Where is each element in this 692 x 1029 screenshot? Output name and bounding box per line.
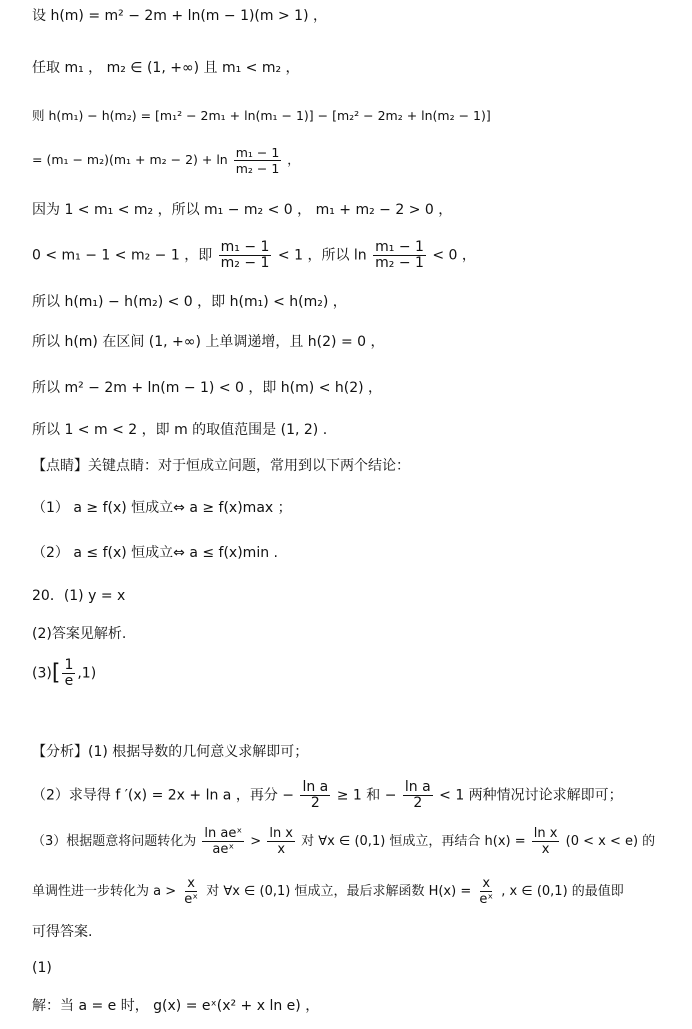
line-conclusion-2: （2） a ≤ f(x) 恒成立⇔ a ≤ f(x)min . xyxy=(32,545,278,561)
line-analysis-4: 单调性进一步转化为 a > $\frac{x}{\text{eˣ}}$ 对 ∀x ∈ (0,1) 恒成立，最后求解函数 H(x) = $\frac{x}{\text{eˣ}}$ , x ∈ (0,1) 的最值即 xyxy=(32,876,624,907)
line-q20-3: (3)[ $\frac{1}{e}$ ,1) xyxy=(32,657,97,689)
fraction-x-ex: $\frac{x}{\text{eˣ}}$ xyxy=(184,876,199,907)
line-so4: 所以 1 < m < 2 ，即 m 的取值范围是 (1, 2) . xyxy=(32,422,328,438)
fraction-one-over-e: $\frac{1}{e}$ xyxy=(64,657,74,689)
line-q20-2: (2)答案见解析. xyxy=(32,626,127,642)
line-so3: 所以 m² − 2m + ln(m − 1) < 0 ，即 h(m) < h(2) ， xyxy=(32,380,383,396)
fraction-lnx-x-2: $\frac{\text{ln x}}{x}$ xyxy=(533,826,558,857)
line-so2: 所以 h(m) 在区间 (1, +∞) 上单调递增，且 h(2) = 0 ， xyxy=(32,334,385,350)
line-q20-1: 20．(1) y = x xyxy=(32,588,126,604)
fraction-x-ex-2: $\frac{x}{\text{eˣ}}$ xyxy=(479,876,494,907)
line-answer: 可得答案. xyxy=(32,924,93,940)
line-eq: = (m₁ − m₂)(m₁ + m₂ − 2) + ln $\frac{\text{m₁ − 1}}{\text{m₂ − 1}}$ ， xyxy=(32,145,300,176)
fraction-ineq-1: $\frac{\text{m₁ − 1}}{\text{m₂ − 1}}$ xyxy=(220,239,270,271)
line-solution: 解：当 a = e 时， g(x) = eˣ(x² + x ln e) ， xyxy=(32,998,320,1014)
line-fenxi: 【分析】(1) 根据导数的几何意义求解即可； xyxy=(32,744,309,760)
fraction-eq: $\frac{\text{m₁ − 1}}{\text{m₂ − 1}}$ xyxy=(235,145,280,176)
line-dianjing: 【点睛】关键点睛：对于恒成立问题，常用到以下两个结论： xyxy=(32,458,410,474)
line-ineq: 0 < m₁ − 1 < m₂ − 1 ，即 $\frac{\text{m₁ − 1}}{\text{m₂ − 1}}$ < 1 ，所以 ln $\frac{\text{m₁ − 1}}{\text{m₂ − 1}}$ < 0 ， xyxy=(32,239,476,271)
fraction-ineq-2: $\frac{\text{m₁ − 1}}{\text{m₂ − 1}}$ xyxy=(375,239,424,271)
line-then: 则 h(m₁) − h(m₂) = [m₁² − 2m₁ + ln(m₁ − 1)] − [m₂² − 2m₂ + ln(m₂ − 1)] xyxy=(32,108,491,123)
line-because: 因为 1 < m₁ < m₂ ，所以 m₁ − m₂ < 0 ， m₁ + m₂ − 2 > 0 ， xyxy=(32,202,453,218)
line-conclusion-1: （1） a ≥ f(x) 恒成立⇔ a ≥ f(x)max ； xyxy=(32,500,292,516)
line-analysis-3: （3）根据题意将问题转化为 $\frac{\text{ln aeˣ}}{\text{aeˣ}}$ > $\frac{\text{ln x}}{x}$ 对 ∀x ∈ (0,1) 恒成立，再结合 h(x) = $\frac{\text{ln x}}{x}$ (0 < x < e) 的 xyxy=(32,826,656,857)
fraction-lnaex: $\frac{\text{ln aeˣ}}{\text{aeˣ}}$ xyxy=(204,826,243,857)
fraction-lnx-x: $\frac{\text{ln x}}{x}$ xyxy=(269,826,294,857)
line-part1: (1) xyxy=(32,960,52,976)
fraction-lna-2b: $\frac{\text{ln a}}{2}$ xyxy=(404,779,431,811)
line-so1: 所以 h(m₁) − h(m₂) < 0 ，即 h(m₁) < h(m₂) ， xyxy=(32,294,347,310)
fraction-lna-2a: $\frac{\text{ln a}}{2}$ xyxy=(302,779,329,811)
line-analysis-2: （2）求导得 f ′(x) = 2x + ln a ，再分 − $\frac{\text{ln a}}{2}$ ≥ 1 和 − $\frac{\text{ln a}}{2}$ < 1 两种情况讨论求解即可； xyxy=(32,779,623,811)
line-take: 任取 m₁ ， m₂ ∈ (1, +∞) 且 m₁ < m₂ ， xyxy=(32,60,300,76)
line-def: 设 h(m) = m² − 2m + ln(m − 1)(m > 1) ， xyxy=(32,8,327,24)
